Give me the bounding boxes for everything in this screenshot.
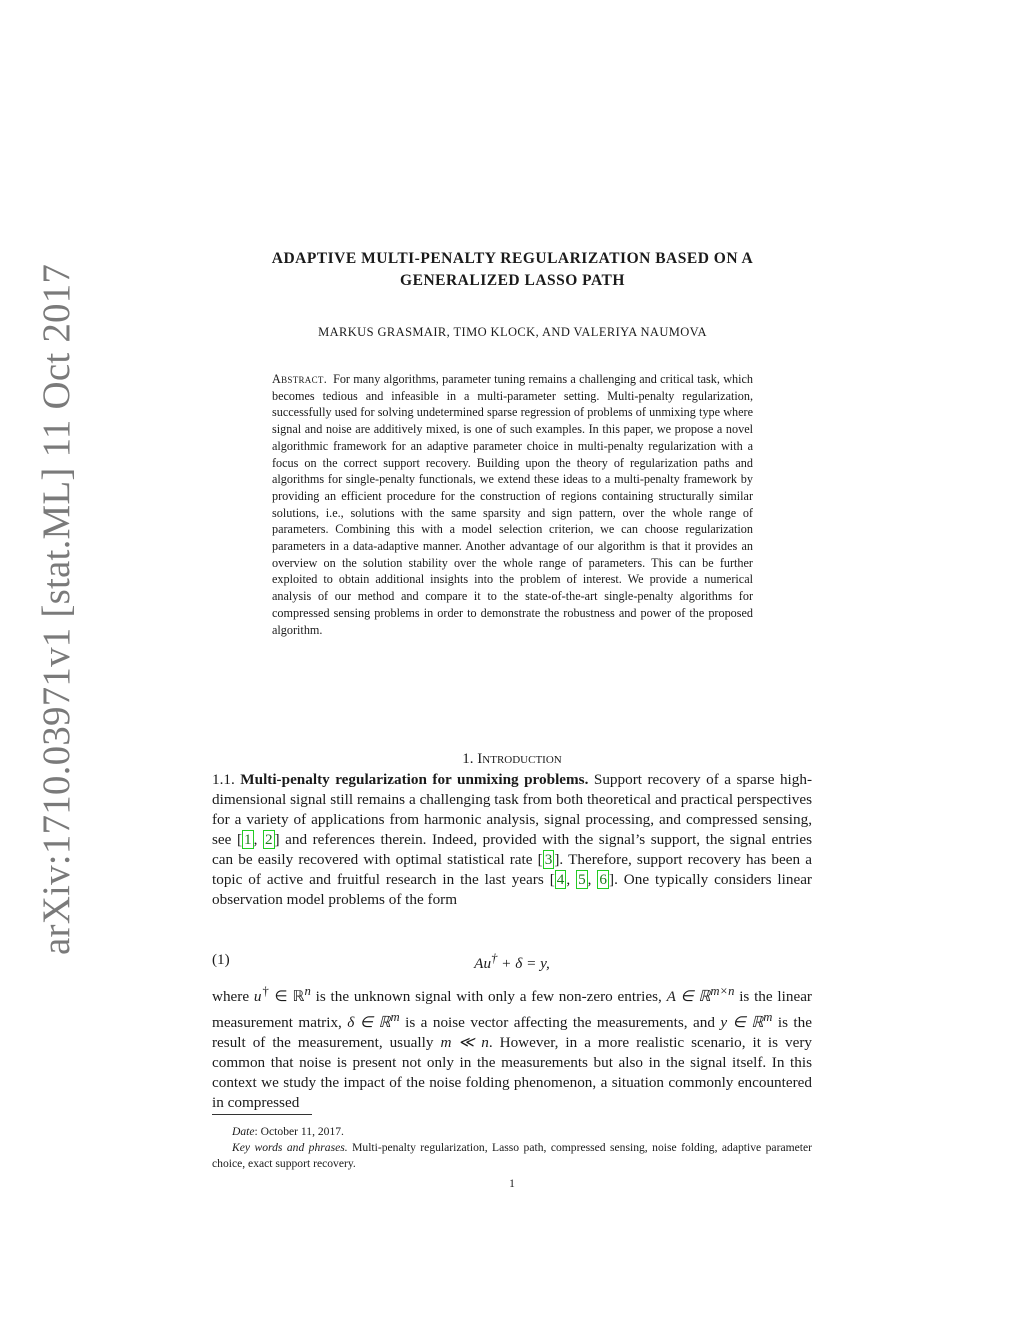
para1-text-3: . Therefore, support recovery has been a topic of active and fruitful research in the last years bbox=[212, 851, 812, 888]
footnotes bbox=[212, 1124, 812, 1172]
citation-link[interactable]: 1 bbox=[244, 831, 252, 848]
footnote-keywords: Key words and phrases. Multi-penalty regularization, Lasso path, compressed sensing, noise folding, adaptive parameter choice, exact support recovery. bbox=[212, 1141, 812, 1170]
section-heading-introduction bbox=[212, 751, 812, 768]
section-number: 1. bbox=[462, 751, 474, 767]
footnote-divider bbox=[212, 1114, 312, 1115]
citation-link[interactable]: 4 bbox=[556, 871, 565, 888]
para1-text-2: and references therein. Indeed, provided with the signal’s support, the signal entries can be easily recovered with optimal statistical rate bbox=[212, 831, 813, 868]
title-line-1: ADAPTIVE MULTI-PENALTY REGULARIZATION BASED ON A bbox=[271, 250, 754, 267]
abstract-label: Abstract. bbox=[272, 372, 328, 386]
equation-body: Au† + δ = y, bbox=[474, 951, 550, 973]
title-line-2: GENERALIZED LASSO PATH bbox=[400, 272, 625, 289]
para1-text-1: Support recovery of a sparse high-dimensional signal still remains a challenging task from both theoretical and practical perspectives for a variety of applications from harmonic analysis, signal processing, and compressed sensing, see bbox=[212, 771, 812, 848]
citation-link[interactable]: 5 bbox=[578, 871, 586, 888]
arxiv-identifier-stamp: arXiv:1710.03971v1 [stat.ML] 11 Oct 2017 bbox=[35, 263, 78, 955]
page-number: 1 bbox=[509, 1178, 515, 1190]
citation-link[interactable]: 3 bbox=[544, 851, 553, 868]
equation-1 bbox=[212, 951, 812, 973]
citation-link[interactable]: 2 bbox=[264, 831, 273, 848]
paper-title bbox=[195, 248, 830, 292]
subsection-title: Multi-penalty regularization for unmixing problems. bbox=[240, 771, 589, 788]
equation-number: (1) bbox=[212, 951, 230, 968]
author-list: MARKUS GRASMAIR, TIMO KLOCK, AND VALERIYA NAUMOVA bbox=[318, 325, 707, 339]
section-name: Introduction bbox=[477, 751, 562, 767]
citation-link[interactable]: 6 bbox=[599, 871, 607, 888]
para1-text-4: . One typically considers linear observation model problems of the form bbox=[212, 871, 812, 908]
subsection-number: 1.1. bbox=[212, 771, 235, 788]
footnote-date: Date: October 11, 2017. bbox=[232, 1125, 344, 1138]
abstract-text: For many algorithms, parameter tuning remains a challenging and critical task, which becomes tedious and infeasible in a multi-parameter setting. Multi-penalty regularization, successfully used for solving undetermined sparse regression of problems of unmixing type where signal and noise are additively mixed, is one of such examples. In this paper, we propose a novel algorithmic framework for an adaptive parameter choice in multi-penalty regularization with a focus on the correct support recovery. Building upon the theory of regularization paths and algorithms for single-penalty functionals, we extend these ideas to a multi-penalty framework by providing an efficient procedure for the construction of regions containing structurally similar solutions, i.e., solutions with the same sparsity and sign pattern, over the whole range of parameters. Combining this with a model selection criterion, we can choose regularization parameters in a data-adaptive manner. Another advantage of our algorithm is that it provides an overview on the solution stability over the whole range of parameters. This can be further exploited to obtain additional insights into the problem of interest. We provide a numerical analysis of our method and compare it to the state-of-the-art single-penalty algorithms for compressed sensing problems in order to demonstrate the robustness and power of the proposed algorithm. bbox=[272, 372, 753, 637]
intro-paragraph-1: 1.1. Multi-penalty regularization for unmixing problems. Support recovery of a sparse high-dimensional signal still remains a challenging task from both theoretical and practical perspectives for a variety of applications from harmonic analysis, signal processing, and compressed sensing, see [ 1 , 2 ] and references therein. Indeed, provided with the signal’s support, the signal entries can be easily recovered with optimal statistical rate [ 3 ]. Therefore, support recovery has been a topic of active and fruitful research in the last years [ 4 , 5 , 6 ]. One typically considers linear observation model problems of the form bbox=[212, 771, 813, 908]
abstract bbox=[272, 371, 753, 638]
intro-paragraph-2: where u† ∈ ℝ$^n$ is the unknown signal with only a few non-zero entries, A ∈ ℝ$^{m\times n}$ is the linear measurement matrix, δ ∈ ℝ$^m$ is a noise vector affecting the measurements, and y ∈ ℝ$^m$ is the result of the measurement, usually m ≪ n. However, in a more realistic scenario, it is very common that noise is present not only in the measurements but also in the signal itself. In this context we study the impact of the noise folding phenomenon, a situation commonly encountered in compressed bbox=[212, 984, 812, 1112]
